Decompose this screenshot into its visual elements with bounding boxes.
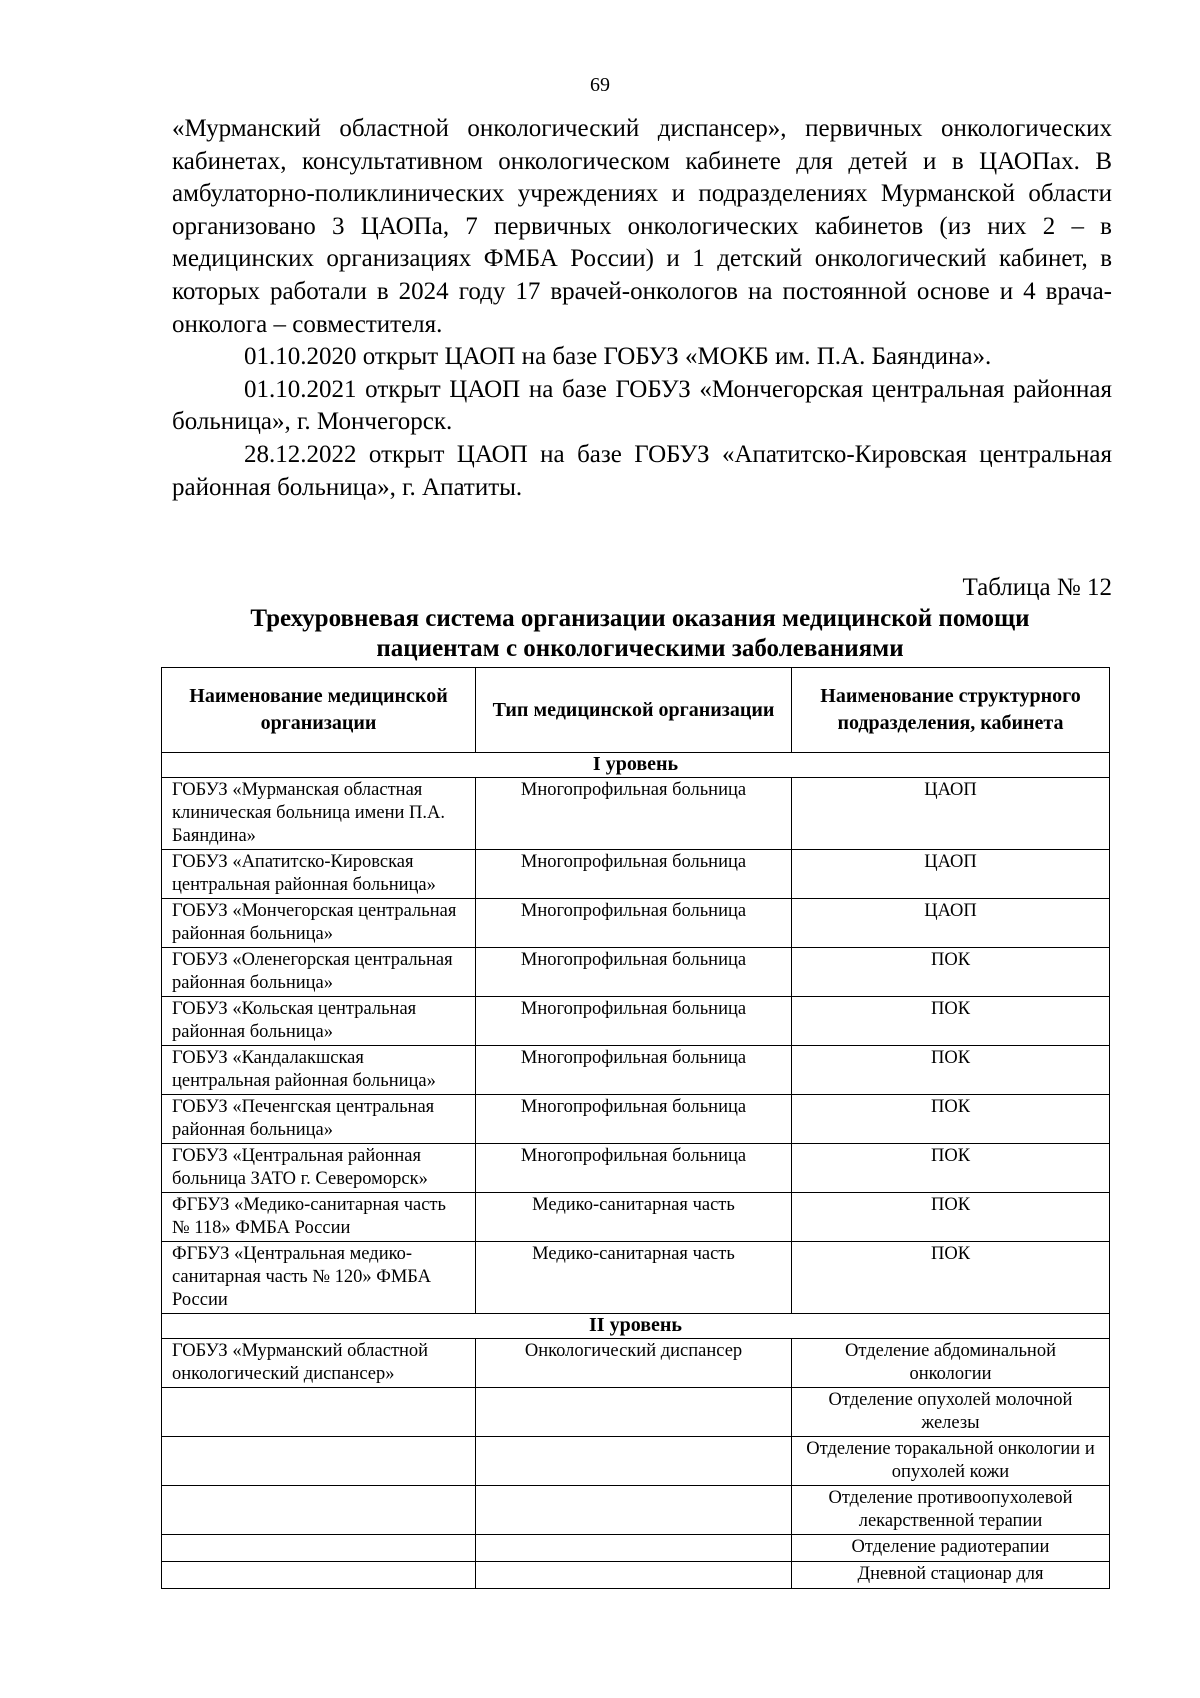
org-type-cell [476,1388,792,1437]
table-row [162,1339,1110,1388]
table-row [162,1437,1110,1486]
org-name-cell: ГОБУЗ «Мончегорская центральная районная больница» [162,899,476,948]
page-number: 69 [590,74,610,96]
org-type-cell [476,1562,792,1589]
org-type-cell: Многопрофильная больница [476,1095,792,1144]
table-row [162,1388,1110,1437]
org-type-cell: Многопрофильная больница [476,899,792,948]
organizations-table [161,667,1110,1589]
unit-cell: ЦАОП [792,778,1110,850]
org-type-cell: Медико-санитарная часть [476,1193,792,1242]
table-row [162,1535,1110,1562]
unit-cell: ЦАОП [792,899,1110,948]
org-name-cell: ГОБУЗ «Печенгская центральная районная больница» [162,1095,476,1144]
unit-cell: ПОК [792,1144,1110,1193]
org-type-cell: Медико-санитарная часть [476,1242,792,1314]
table-caption: Таблица № 12 [962,574,1112,601]
level-1-label: I уровень [162,753,1110,778]
org-name-cell: ФГБУЗ «Медико-санитарная часть № 118» ФМБА России [162,1193,476,1242]
org-name-cell [162,1437,476,1486]
level-2-row [162,1314,1110,1339]
org-name-cell: ГОБУЗ «Оленегорская центральная районная больница» [162,948,476,997]
table-header-row [162,668,1110,753]
unit-cell: ПОК [792,1193,1110,1242]
org-type-cell [476,1437,792,1486]
header-org-name: Наименование медицинской организации [162,668,476,753]
org-name-cell: ФГБУЗ «Центральная медико-санитарная часть № 120» ФМБА России [162,1242,476,1314]
level-2-label: II уровень [162,1314,1110,1339]
org-name-cell [162,1486,476,1535]
org-name-cell: ГОБУЗ «Апатитско-Кировская центральная районная больница» [162,850,476,899]
header-org-type: Тип медицинской организации [476,668,792,753]
unit-cell: Отделение торакальной онкологии и опухолей кожи [792,1437,1110,1486]
org-type-cell: Многопрофильная больница [476,997,792,1046]
org-type-cell: Многопрофильная больница [476,778,792,850]
org-type-cell: Онкологический диспансер [476,1339,792,1388]
org-type-cell: Многопрофильная больница [476,948,792,997]
table-row [162,1144,1110,1193]
org-name-cell: ГОБУЗ «Мурманский областной онкологический диспансер» [162,1339,476,1388]
table-row [162,778,1110,850]
table-title-line-2: пациентам с онкологическими заболеваниями [376,635,904,662]
level-1-row [162,753,1110,778]
table-row [162,1242,1110,1314]
unit-cell: Отделение противоопухолевой лекарственной терапии [792,1486,1110,1535]
unit-cell: ПОК [792,948,1110,997]
org-type-cell: Многопрофильная больница [476,850,792,899]
table-title-line-1: Трехуровневая система организации оказания медицинской помощи [250,605,1030,632]
table-row [162,1562,1110,1589]
table-row [162,1095,1110,1144]
org-type-cell: Многопрофильная больница [476,1144,792,1193]
unit-cell: ПОК [792,1242,1110,1314]
unit-cell: Дневной стационар для [792,1562,1110,1589]
org-name-cell: ГОБУЗ «Кольская центральная районная больница» [162,997,476,1046]
unit-cell: ПОК [792,1095,1110,1144]
table-row [162,997,1110,1046]
paragraph-caop-2022: 28.12.2022 открыт ЦАОП на базе ГОБУЗ «Апатитско-Кировская центральная районная больница», г. Апатиты. [172,440,1112,501]
table-row [162,948,1110,997]
org-name-cell: ГОБУЗ «Центральная районная больница ЗАТО г. Североморск» [162,1144,476,1193]
org-type-cell: Многопрофильная больница [476,1046,792,1095]
org-name-cell: ГОБУЗ «Кандалакшская центральная районная больница» [162,1046,476,1095]
table-row [162,1046,1110,1095]
unit-cell: Отделение опухолей молочной железы [792,1388,1110,1437]
table-title [160,604,1120,664]
unit-cell: Отделение абдоминальной онкологии [792,1339,1110,1388]
body-text [172,113,1112,504]
org-name-cell [162,1535,476,1562]
unit-cell: ЦАОП [792,850,1110,899]
table-row [162,1486,1110,1535]
paragraph-intro: «Мурманский областной онкологический диспансер», первичных онкологических кабинетах, консультативном онкологическом кабинете для детей и в ЦАОПах. В амбулаторно-поликлинических учреждениях и подразделениях Мурманской области организовано 3 ЦАОПа, 7 первичных онкологических кабинетов (из них 2 – в медицинских организациях ФМБА России) и 1 детский онкологический кабинет, в которых работали в 2024 году 17 врачей-онкологов на постоянной основе и 4 врача-онколога – совместителя. [172,115,1112,338]
paragraph-caop-2020: 01.10.2020 открыт ЦАОП на базе ГОБУЗ «МОКБ им. П.А. Баяндина». [244,343,992,371]
paragraph-caop-2021: 01.10.2021 открыт ЦАОП на базе ГОБУЗ «Мончегорская центральная районная больница», г. Мончегорск. [172,375,1112,436]
header-unit: Наименование структурного подразделения, кабинета [792,668,1110,753]
org-name-cell [162,1388,476,1437]
table-row [162,899,1110,948]
table-row [162,850,1110,899]
org-name-cell: ГОБУЗ «Мурманская областная клиническая больница имени П.А. Баяндина» [162,778,476,850]
org-type-cell [476,1535,792,1562]
org-name-cell [162,1562,476,1589]
org-type-cell [476,1486,792,1535]
unit-cell: Отделение радиотерапии [792,1535,1110,1562]
unit-cell: ПОК [792,997,1110,1046]
unit-cell: ПОК [792,1046,1110,1095]
table-row [162,1193,1110,1242]
